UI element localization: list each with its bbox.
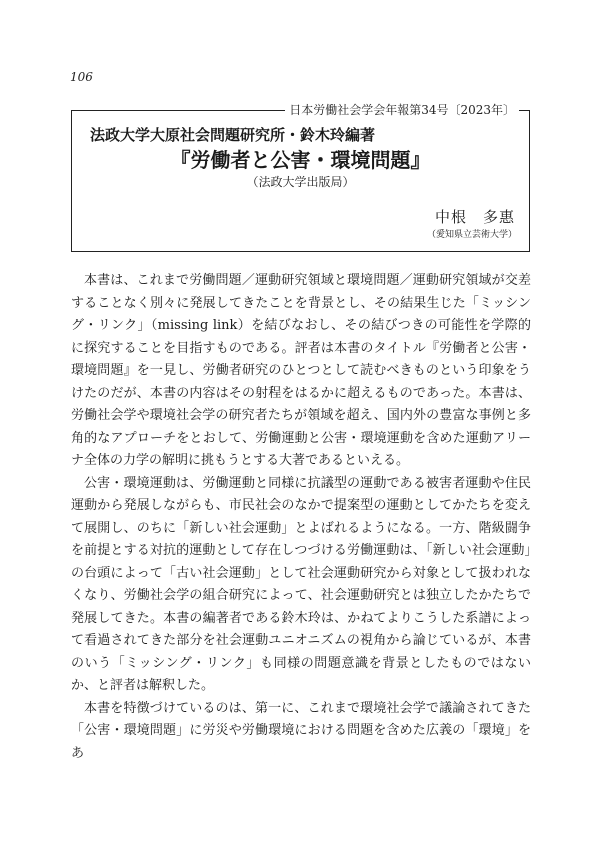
book-title: 『労働者と公害・環境問題』	[170, 148, 431, 172]
book-publisher: （法政大学出版局）	[246, 175, 355, 189]
book-editors: 法政大学大原社会問題研究所・鈴木玲編著	[90, 126, 376, 144]
body-paragraph: 本書を特徴づけているのは、第一に、これまで環境社会学で議論されてきた「公害・環境問題」に労災や労働環境における問題を含めた広義の「環境」をあ	[71, 700, 531, 761]
body-paragraph: 公害・環境運動は、労働運動と同様に抗議型の運動である被害者運動や住民運動から発展しながらも、市民社会のなかで提案型の運動としてかたちを変えて展開し、のちに「新しい社会運動」とよばれるようになる。一方、階級闘争を前提とする対抗的運動として存在しつづける労働運動は、「新しい社会運動」の台頭によって「古い社会運動」として社会運動研究から対象として扱われなくなり、労働社会学の組合研究によって、社会運動研究とは独立したかたちで発展してきた。本書の編著者である鈴木玲は、かねてよりこうした系譜によって看過されてきた部分を社会運動ユニオニズムの視角から論じているが、本書のいう「ミッシング・リンク」も同様の問題意識を背景としたものではないか、と評者は解釈した。	[71, 475, 531, 693]
book-review-header	[71, 103, 530, 252]
review-body	[71, 270, 531, 765]
reviewer-affiliation: （愛知県立芸術大学）	[426, 230, 517, 240]
journal-label: 日本労働社会学会年報第34号〔2023年〕	[285, 102, 519, 118]
body-paragraph: 本書は、これまで労働問題／運動研究領域と環境問題／運動研究領域が交差することなく別々に発展してきたことを背景とし、その結果生じた「ミッシング・リンク」（missing link）を結びなおし、その結びつきの可能性を学際的に探究することを目指すものである。評者は本書のタイトル『労働者と公害・環境問題』を一見し、労働者研究のひとつとして読むべきものという印象をうけたのだが、本書の内容はその射程をはるかに超えるものであった。本書は、労働社会学や環境社会学の研究者たちが領域を超え、国内外の豊富な事例と多角的なアプローチをとおして、労働運動と公害・環境運動を含めた運動アリーナ全体の力学の解明に挑もうとする大著であるといえる。	[71, 273, 531, 468]
page-number: 106	[70, 70, 93, 84]
reviewer-name: 中根 多惠	[434, 208, 515, 226]
